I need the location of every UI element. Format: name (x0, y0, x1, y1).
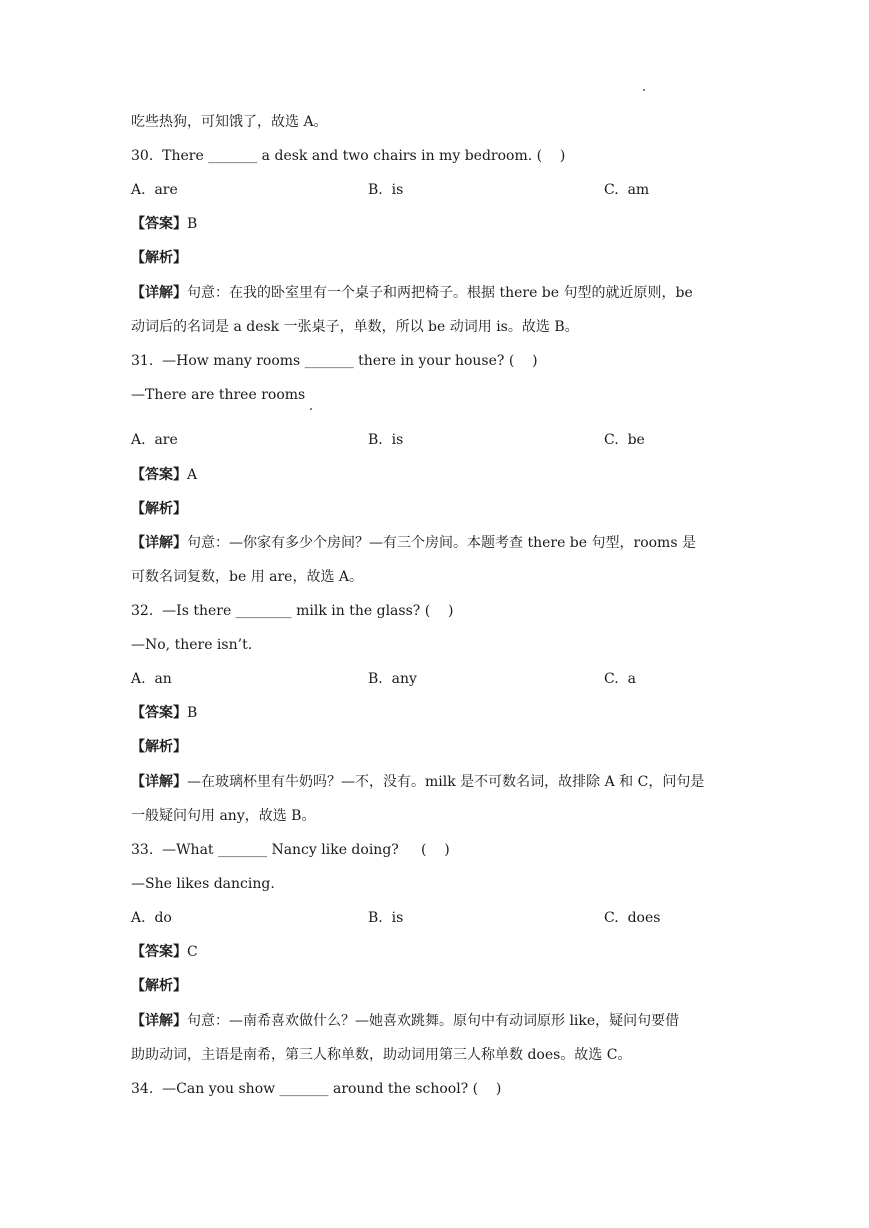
explanation-line: 助助动词，主语是南希，第三人称单数，助动词用第三人称单数 does。故选 C。 (131, 1047, 632, 1063)
explanation-line (131, 533, 696, 553)
analysis-heading: 【解析】 (131, 250, 187, 266)
option-c: C. am (604, 182, 650, 198)
answer-tag: 【答案】 (131, 467, 187, 483)
answer-line (131, 942, 198, 962)
answer-tag: 【答案】 (131, 944, 187, 960)
explanation-text: 句意：—南希喜欢做什么？—她喜欢跳舞。原句中有动词原形 like，疑问句要借 (187, 1013, 680, 1029)
text-line: 吃些热狗，可知饿了，故选 A。 (131, 114, 328, 130)
speck-mark (310, 408, 312, 410)
explanation-tag: 【详解】 (131, 1013, 187, 1029)
explanation-text: 句意：在我的卧室里有一个桌子和两把椅子。根据 there be 句型的就近原则，be (187, 285, 693, 301)
answer-tag: 【答案】 (131, 705, 187, 721)
analysis-heading: 【解析】 (131, 739, 187, 755)
option-a: A. are (131, 182, 178, 198)
answer-line (131, 465, 197, 485)
option-c: C. be (604, 432, 645, 448)
answer-value: B (187, 705, 198, 721)
option-c: C. a (604, 671, 636, 687)
explanation-line (131, 772, 704, 792)
answer-line (131, 214, 197, 234)
question-32-reply: —No, there isn’t. (131, 637, 253, 653)
question-33: 33. —What _______ Nancy like doing? ( ) (131, 842, 450, 858)
question-31-reply: —There are three rooms (131, 387, 306, 403)
option-b: B. is (368, 182, 404, 198)
question-32: 32. —Is there ________ milk in the glass? ( ) (131, 603, 454, 619)
explanation-tag: 【详解】 (131, 285, 187, 301)
answer-value: B (187, 216, 198, 232)
explanation-tag: 【详解】 (131, 774, 187, 790)
analysis-heading: 【解析】 (131, 501, 187, 517)
question-34: 34. —Can you show _______ around the school? ( ) (131, 1081, 502, 1097)
option-a: A. are (131, 432, 178, 448)
question-31: 31. —How many rooms _______ there in your house? ( ) (131, 353, 538, 369)
option-a: A. do (131, 910, 172, 926)
explanation-text: 句意：—你家有多少个房间？—有三个房间。本题考查 there be 句型，rooms 是 (187, 535, 696, 551)
question-30: 30. There _______ a desk and two chairs in my bedroom. ( ) (131, 148, 566, 164)
option-c: C. does (604, 910, 661, 926)
explanation-line: 动词后的名词是 a desk 一张桌子，单数，所以 be 动词用 is。故选 B。 (131, 319, 579, 335)
speck-mark (643, 89, 645, 91)
option-b: B. is (368, 910, 404, 926)
option-b: B. any (368, 671, 417, 687)
analysis-heading: 【解析】 (131, 978, 187, 994)
explanation-tag: 【详解】 (131, 535, 187, 551)
option-a: A. an (131, 671, 172, 687)
explanation-line (131, 1011, 679, 1031)
answer-value: A (187, 467, 198, 483)
answer-line (131, 703, 197, 723)
explanation-line: 可数名词复数，be 用 are，故选 A。 (131, 569, 364, 585)
option-b: B. is (368, 432, 404, 448)
explanation-line: 一般疑问句用 any，故选 B。 (131, 808, 316, 824)
explanation-line (131, 283, 693, 303)
answer-value: C (187, 944, 198, 960)
explanation-text: —在玻璃杯里有牛奶吗？—不，没有。milk 是不可数名词，故排除 A 和 C，问句是 (187, 774, 705, 790)
answer-tag: 【答案】 (131, 216, 187, 232)
question-33-reply: —She likes dancing. (131, 876, 275, 892)
